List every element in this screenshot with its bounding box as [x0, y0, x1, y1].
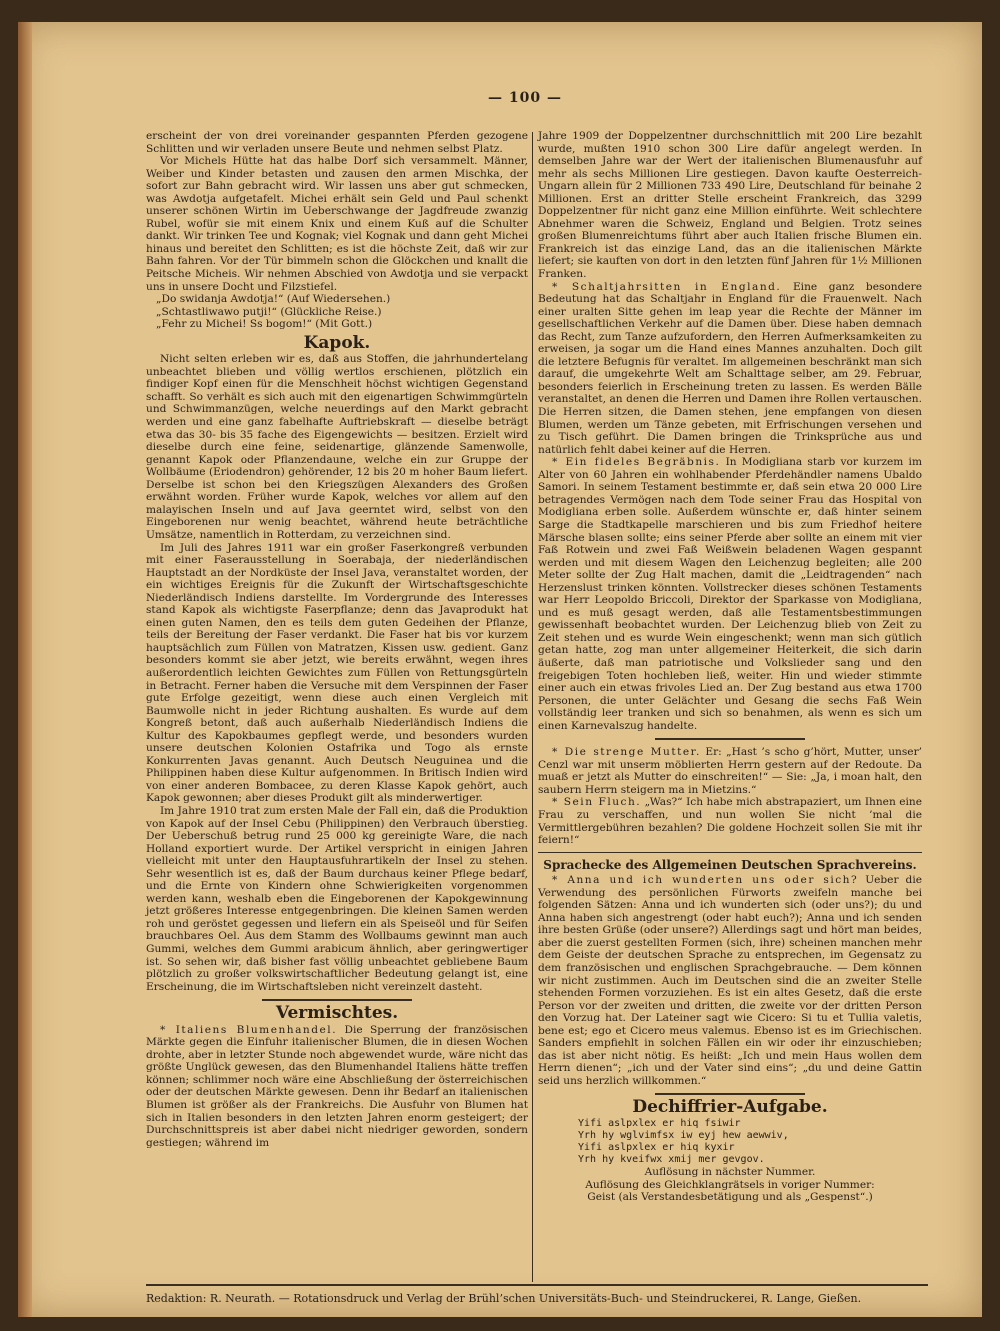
book-spine [18, 22, 32, 1317]
cipher-line: Yrh hy kveifwx xmij mer gevgov. [578, 1154, 765, 1166]
section-rule [262, 999, 412, 1001]
story-continuation: erscheint der von drei voreinander gespannten Pferden gezogene Schlitten und wir verladen unsere Beute und nehmen selbst Platz. [146, 130, 528, 155]
newspaper-page [18, 22, 982, 1317]
page-number: — 100 — [488, 90, 562, 106]
story-paragraph: Vor Michels Hütte hat das halbe Dorf sich versammelt. Männer, Weiber und Kinder betasten und zausen den armen Mischka, der sofort zur Bahn gebracht wird. Wir lassen uns aber gut schmecken, was Awdotja aufgetafelt. Michei erhält sein Geld und Paul schenkt unserer schönen Wirtin im Ueberschwange der Jagdfreude zwanzig Rubel, wofür sie mit einem Knix und einem Kuß auf die Schulter dankt. Wir trinken Tee und Kognak; viel Kognak und dann geht Michei hinaus und bereitet den Schlitten; es ist die höchste Zeit, daß wir zur Bahn fahren. Vor der Tür bimmeln schon die Glöckchen und knallt die Peitsche Micheis. Wir nehmen Abschied von Awdotja und sie verpackt uns in unsere Docht und Filzstiefel. [146, 155, 528, 293]
begraebnis-article [538, 456, 922, 732]
dechiffrier-heading: Dechiffrier-Aufgabe. [632, 1097, 828, 1118]
kapok-paragraph: Im Jahre 1910 trat zum ersten Male der Fall ein, daß die Produktion von Kapok auf der Insel Cebu (Philippinen) den Verbrauch überstieg. Der Ueberschuß betrug rund 25 000 kg gereinigte Ware, die nach Holland exportiert wurde. Der Artikel verspricht in einigen Jahren vielleicht mit unter den Hauptausfuhrartikeln der Insel zu stehen. Sehr wesentlich ist es, daß der Baum durchaus keiner Pflege bedarf, und die Ernte von Kindern ohne Schwierigkeiten vorgenommen werden kann, weshalb eben die Eingeborenen der Kapokgewinnung jetzt größeres Interesse entgegenbringen. Die kleinen Samen werden roh und geröstet gegessen und liefern ein als Speiseöl und für Seifen brauchbares Oel. Aus dem Stamm des Wollbaums gewinnt man auch Gummi, welches dem Gummi arabicum ähnlich, aber geringwertiger ist. So sehen wir, daß bisher fast völlig unbeachtet gebliebene Baum plötzlich zu großer volkswirtschaftlicher Bedeutung gelangt ist, eine Erscheinung, die im Wirtschaftsleben nicht vereinzelt dasteht. [146, 804, 528, 993]
sprachecke-text: Ueber die Verwendung des persönlichen Fürworts zweifeln manche bei folgenden Sätzen: Anna und ich wunderten sich (oder uns?); du und Anna haben sich angestrengt (oder habt euch?); Anna und ich senden ihre besten Grüße (oder unsere?) Allerdings sagt und hört man beides, aber die zuerst gestellten Formen (sich, ihre) scheinen manchen mehr dem Geiste der deutschen Sprache zu entsprechen, im Gegensatz zu dem französischen und englischen Sprachgebrauche. — Dem können wir nicht zustimmen. Auch im Deutschen sind die an zweiter Stelle stehenden Formen vorzuziehen. Es ist ein altes Gesetz, daß die erste Person vor der zweiten und dritten, die zweite vor der dritten Person den Vorzug hat. Der Lateiner sagt wie Cicero: Si tu et Tullia valetis, bene est; ego et Cicero meus valemus. Ebenso ist es im Griechischen. Sanders empfiehlt in solchen Fällen ein wir oder ihr einzuschieben; das ist aber nicht nötig. Es heißt: „Ich und mein Haus wollen dem Herrn dienen“; „ich und der Vater sind eins“; „du und deine Gattin seid uns herzlich willkommen.“ [538, 874, 922, 1087]
italiens-article [146, 1024, 528, 1149]
fluch-joke [538, 796, 922, 846]
imprint-footer: Redaktion: R. Neurath. — Rotationsdruck und Verlag der Brühl’schen Universitäts-Buch- und Steindruckerei, R. Lange, Gießen. [146, 1292, 862, 1305]
cipher-line: Yifi aslpxlex er hiq fsiwir [578, 1118, 741, 1130]
farewell-line: „Do swidanja Awdotja!“ (Auf Wiedersehen.) [156, 293, 391, 306]
begraebnis-headline: * Ein fideles Begräbnis. [552, 456, 721, 469]
mutter-headline: * Die strenge Mutter. [552, 746, 701, 759]
farewell-line: „Schtastliwawo putji!“ (Glückliche Reise.) [156, 305, 382, 318]
schaltjahr-text: Eine ganz besondere Bedeutung hat das Schaltjahr in England für die Frauenwelt. Nach einer uralten Sitte gehen im leap year die Rechte der Männer im gesellschaftlichen Verkehr auf die Damen über. Diese haben demnach das Recht, zum Tanze aufzufordern, den Herren Aufmerksamkeiten zu erweisen, ja sogar um die Hand eines Mannes anzuhalten. Doch gilt die letztere Befugnis für veraltet. Im allgemeinen beschränkt man sich darauf, die umgekehrte Welt am Schalttage selber, am 29. Februar, besonders feierlich in Erscheinung treten zu lassen. Es werden Bälle veranstaltet, an denen die Herren und Damen ihre Rollen vertauschen. Die Herren sitzen, die Damen stehen, jene empfangen von diesen Blumen, werden um Tänze gebeten, mit Erfrischungen versehen und zu Tisch geführt. Die Damen bringen die Trinksprüche aus und natürlich fehlt dabei keiner auf die Herren. [538, 280, 922, 456]
kapok-heading: Kapok. [303, 332, 371, 353]
vermischtes-heading: Vermischtes. [275, 1003, 399, 1024]
right-column [538, 130, 922, 1204]
cipher-line: Yrh hy wglvimfsx iw eyj hew aewwiv, [578, 1130, 789, 1142]
schaltjahr-headline: * Schaltjahrsitten in England. [552, 280, 782, 293]
begraebnis-text: In Modigliana starb vor kurzem im Alter von 60 Jahren ein wohlhabender Pferdehändler namens Ubaldo Samori. In seinem Testament bestimmte er, daß sein etwa 20 000 Lire betragendes Vermögen nach dem Tode seiner Frau das Hospital von Modigliana erben solle. Außerdem wünschte er, daß hinter seinem Sarge die Stadtkapelle marschieren und bis zum Friedhof heitere Märsche blasen sollte; eins seiner Pferde aber sollte an einem mit vier Faß Rotwein und zwei Faß Weißwein beladenen Wagen gespannt werden und mit diesem Wagen den Leichenzug begleiten; alle 200 Meter sollte der Zug Halt machen, damit die „Leidtragenden“ nach Herzenslust trinken könnten. Vollstrecker dieses schönen Testaments war Herr Leopoldo Briccoli, Direktor der Sparkasse von Modigliana, und es muß gesagt werden, daß alle Testamentsbestimmungen gewissenhaft beobachtet wurden. Der Leichenzug blieb von Zeit zu Zeit stehen und es wurde Wein eingeschenkt; wenn man sich gütlich getan hatte, zog man unter allgemeiner Heiterkeit, die sich darin äußerte, daß man patriotische und Volkslieder sang und den freigebigen Toten hochleben ließ, weiter. Hin und wieder stimmte einer auch ein etwas frivoles Lied an. Der Zug bestand aus etwa 1700 Personen, die unter Gelächter und Gesang die sechs Faß Wein vollständig leer tranken und sich so benahmen, als wenn es sich um einen Karnevalszug handelte. [538, 456, 922, 732]
section-rule [538, 852, 922, 853]
cipher-line: Yifi aslpxlex er hiq kyxir [578, 1142, 735, 1154]
italiens-headline: * Italiens Blumenhandel. [160, 1023, 338, 1036]
previous-solution-label: Auflösung des Gleichklangrätsels in voriger Nummer: [585, 1178, 875, 1191]
section-rule [655, 738, 805, 740]
italiens-continuation: Jahre 1909 der Doppelzentner durchschnittlich mit 200 Lire bezahlt wurde, mußten 1910 schon 300 Lire dafür angelegt werden. In demselben Jahre war der Wert der italienischen Blumenausfuhr auf mehr als sechs Millionen Lire gestiegen. Davon kaufte Oesterreich-Ungarn allein für 2 Millionen 733 490 Lire, Deutschland für beinahe 2 Millionen. Erst an dritter Stelle erscheint Frankreich, das 3299 Doppelzentner für nicht ganz eine Million einführte. Weit schlechtere Abnehmer waren die Schweiz, England und Belgien. Trotz seines großen Blumenreichtums führt aber auch Italien frische Blumen ein. Frankreich ist das einzige Land, das an die italienischen Märkte liefert; sie kauften von dort in den letzten fünf Jahren für 1½ Millionen Franken. [538, 130, 922, 281]
italiens-text: Die Sperrung der französischen Märkte gegen die Einfuhr italienischer Blumen, die in diesen Wochen drohte, aber in letzter Stunde noch abgewendet wurde, wäre nicht das größte Unglück gewesen, das den Blumenhandel Italiens hätte treffen können; schlimmer noch wäre eine Abschließung der österreichischen oder der deutschen Märkte gewesen. Denn ihr Bedarf an italienischen Blumen ist größer als der Frankreichs. Die Ausfuhr von Blumen hat sich in Italien besonders in den letzten Jahren enorm gesteigert; der Durchschnittspreis ist aber dabei nicht niedriger geworden, sondern gestiegen; während im [146, 1023, 528, 1149]
kapok-paragraph: Nicht selten erleben wir es, daß aus Stoffen, die jahrhundertelang unbeachtet blieben und völlig wertlos erschienen, plötzlich ein findiger Kopf einen für die Menschheit höchst wichtigen Gegenstand schafft. So verhält es sich auch mit den eigenartigen Schwimmgürteln und Schwimmanzügen, welche neuerdings auf den Markt gebracht werden und eine ganz fabelhafte Auftriebskraft — dieselbe beträgt etwa das 30- bis 35 fache des Eigengewichts — besitzen. Erzielt wird dieselbe durch eine feine, seidenartige, glänzende Samenwolle, genannt Kapok oder Pflanzendaune, welche ein zur Gruppe der Wollbäume (Eriodendron) gehörender, 12 bis 20 m hoher Baum liefert. Derselbe ist schon bei den Kriegszügen Alexanders des Großen erwähnt worden. Früher wurde Kapok, welches vor allem auf den malayischen Inseln und auf Java geerntet wird, selbst von den Eingeborenen nur wenig beachtet, während heute beträchtliche Umsätze, namentlich in Rotterdam, zu verzeichnen sind. [146, 353, 528, 541]
farewell-line: „Fehr zu Michei! Ss bogom!“ (Mit Gott.) [156, 318, 373, 331]
cipher-text [538, 1118, 922, 1166]
schaltjahr-article [538, 281, 922, 457]
sprachecke-heading: Sprachecke des Allgemeinen Deutschen Sprachvereins. [543, 857, 917, 872]
kapok-paragraph: Im Juli des Jahres 1911 war ein großer Faserkongreß verbunden mit einer Faserausstellung in Soerabaja, der niederländischen Hauptstadt an der Nordküste der Insel Java, veranstaltet worden, der ein wichtiges Ereignis für die Zukunft der Wirtschaftsgeschichte Niederländisch Indiens darstellte. Im Vordergrunde des Interesses stand Kapok als wichtigste Faserpflanze; denn das Javaprodukt hat einen guten Namen, den es teils dem guten Gedeihen der Pflanze, teils der Bereitung der Faser verdankt. Die Faser hat bis vor kurzem hauptsächlich zum Füllen von Matratzen, Kissen usw. gedient. Ganz besonders kommt sie aber jetzt, wie bereits erwähnt, wegen ihres außerordentlich leichten Gewichtes zum Füllen von Rettungsgürteln in Betracht. Ferner haben die Versuche mit dem Verspinnen der Faser gute Erfolge gezeitigt, wenn diese auch einen Vergleich mit Baumwolle nicht in jeder Richtung aushalten. Es wurde auf dem Kongreß betont, daß auch außerhalb Niederländisch Indiens die Kultur des Kapokbaumes gepflegt werde, und besonders wurden unsere deutschen Kolonien Ostafrika und Togo als ernste Konkurrenten Javas genannt. Auch Deutsch Neuguinea und die Philippinen haben diese Kultur aufgenommen. In Britisch Indien wird von einer anderen Bombacee, zu deren Klasse Kapok gehört, auch Kapok gewonnen; aber dieses Produkt gilt als minderwertiger. [146, 541, 528, 805]
footer-rule [146, 1284, 928, 1286]
sprachecke-article [538, 874, 922, 1087]
previous-solution: Geist (als Verstandesbetätigung und als „Gespenst“.) [587, 1191, 873, 1204]
fluch-headline: * Sein Fluch. [552, 796, 642, 809]
solution-note: Auflösung in nächster Nummer. [644, 1166, 816, 1179]
sprachecke-headline: * Anna und ich wunderten uns oder sich? [552, 874, 859, 887]
mutter-joke [538, 746, 922, 796]
mutter-text: Er: „Hast ’s scho g’hört, Mutter, unser’ Cenzl war mit unserm möblierten Herrn gestern auf der Redoute. Da muaß er jetzt als Mutter do einschreiten!“ — Sie: „Ja, i moan halt, den saubern Herrn steigern ma in Mietzins.“ [538, 746, 922, 796]
column-divider [532, 132, 533, 1282]
fluch-text: „Was?“ Ich habe mich abstrapaziert, um Ihnen eine Frau zu verschaffen, und nun wollen Sie nicht ’mal die Vermittlergebühren bezahlen? Die goldene Hochzeit sollen Sie mit ihr feiern!“ [538, 796, 922, 847]
left-column [146, 130, 528, 1149]
section-rule [655, 1093, 805, 1095]
